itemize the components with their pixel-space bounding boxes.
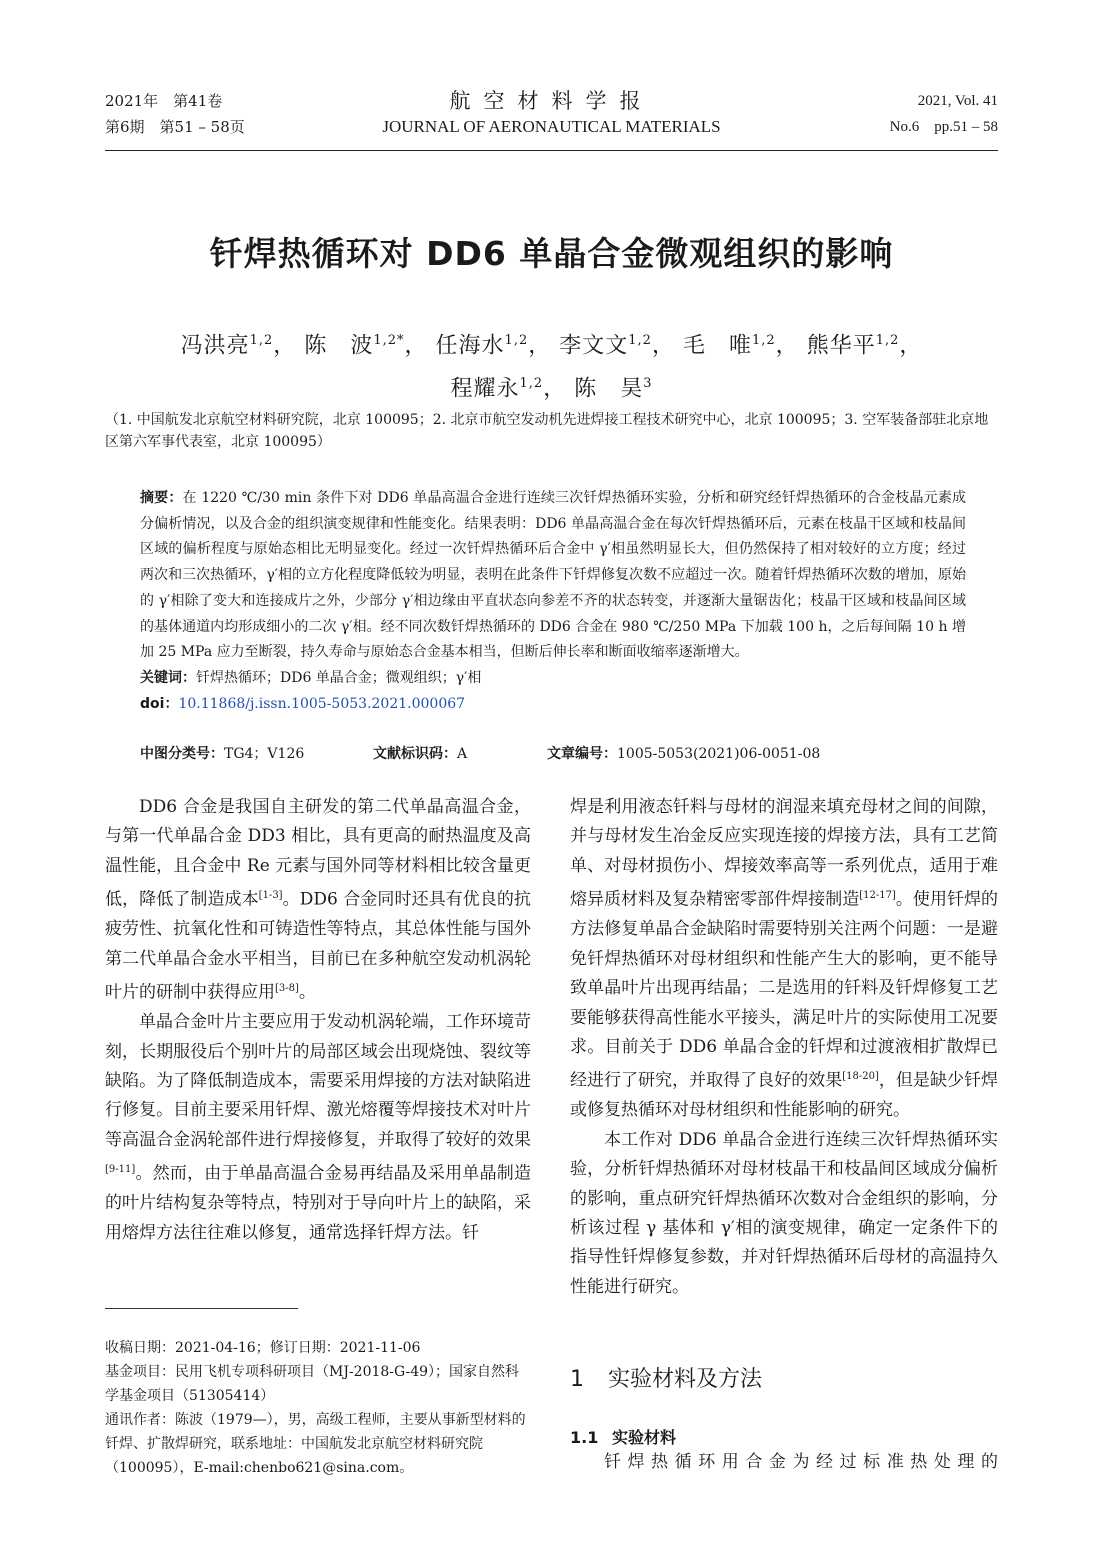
clc-number	[140, 743, 304, 765]
paragraph-text: 。然而，由于单晶高温合金易再结晶及采用单晶制造的叶片结构复杂等特点，特别对于导向叶片上的缺陷，采用熔焊方法往往难以修复，通常选择钎焊方法。钎	[105, 1163, 531, 1243]
author-line-1	[0, 322, 1103, 365]
doi-link[interactable]: 10.11868/j.issn.1005-5053.2021.000067	[178, 695, 466, 712]
citation[interactable]: [9-11]	[105, 1164, 136, 1176]
citation[interactable]: [18-20]	[842, 1071, 879, 1083]
issue-pages-en: No.6 pp.51 – 58	[889, 119, 998, 135]
author-affil-mark: 1,2	[519, 376, 544, 392]
abstract-block	[140, 486, 966, 717]
paper-title: 钎焊热循环对 DD6 单晶合金微观组织的影响	[209, 234, 894, 273]
author-sep: ，	[775, 333, 799, 359]
doc-code	[373, 743, 467, 765]
body-right-column	[570, 793, 998, 1302]
author: 熊华平	[806, 333, 876, 359]
footnote-divider	[105, 1308, 298, 1309]
abstract	[140, 486, 966, 666]
paragraph: 本工作对 DD6 单晶合金进行连续三次钎焊热循环实验，分析钎焊热循环对母材枝晶干和枝晶间区域成分偏析的影响，重点研究钎焊热循环次数对合金组织的影响，分析该过程 γ 基体和 γ′相的演变规律，确定一定条件下的指导性钎焊修复参数，并对钎焊热循环后母材的高温持久性能进行研究。	[570, 1129, 998, 1297]
author-affil-mark: 1,2	[628, 333, 652, 348]
author: 冯洪亮	[180, 333, 250, 359]
author-sep: ，	[404, 333, 428, 359]
author-sep: ，	[543, 376, 567, 402]
author: 任海水	[435, 333, 505, 359]
article-number-label: 文章编号：	[547, 746, 617, 762]
journal-header	[105, 88, 998, 151]
keywords-text: 钎焊热循环；DD6 单晶合金；微观组织；γ′相	[196, 669, 482, 686]
fund-info: 基金项目：民用飞机专项科研项目（MJ-2018-G-49）；国家自然科学基金项目（51305414）	[105, 1364, 520, 1404]
subsection-number: 1.1	[570, 1428, 599, 1447]
keywords-label: 关键词：	[140, 669, 196, 686]
clc-label: 中图分类号：	[140, 746, 224, 762]
section-number: 1	[570, 1367, 584, 1392]
article-number	[547, 743, 820, 765]
paragraph-text: 焊是利用液态钎料与母材的润湿来填充母材之间的间隙，并与母材发生冶金反应实现连接的焊接方法，具有工艺简单、对母材损伤小、焊接效率高等一系列优点，适用于难熔异质材料及复杂精密零部件焊接制造	[570, 797, 998, 910]
author-affil-mark: 1,2	[751, 333, 776, 348]
journal-name-en: JOURNAL OF AERONAUTICAL MATERIALS	[382, 117, 721, 136]
paragraph-text: 。使用钎焊的方法修复单晶合金缺陷时需要特别关注两个问题：一是避免钎焊热循环对母材组织和性能产生大的影响，更不能导致单晶叶片出现再结晶；二是选用的钎料及钎焊修复工艺要能够获得高性能水平接头，满足叶片的实际使用工况要求。目前关于 DD6 单晶合金的钎焊和过渡液相扩散焊已经进行了研究，并取得了良好的效果	[570, 889, 998, 1091]
keywords	[140, 666, 966, 692]
subsection-heading	[570, 1425, 676, 1448]
year-volume-en: 2021, Vol. 41	[917, 93, 998, 109]
abstract-label: 摘要：	[140, 490, 183, 506]
abstract-text: 在 1220 ℃/30 min 条件下对 DD6 单晶高温合金进行连续三次钎焊热循环实验，分析和研究经钎焊热循环的合金枝晶元素成分偏析情况，以及合金的组织演变规律和性能变化。结果表明：DD6 单晶高温合金在每次钎焊热循环后，元素在枝晶干区域和枝晶间区域的偏析程度与原始态相比无明显变化。经过一次钎焊热循环后合金中 γ′相虽然明显长大，但仍然保持了相对较好的立方度；经过两次和三次热循环，γ′相的立方化程度降低较为明显，表明在此条件下钎焊修复次数不应超过一次。随着钎焊热循环次数的增加，原始的 γ′相除了变大和连接成片之外，少部分 γ′相边缘由平直状态向参差不齐的状态转变，并逐渐大量锯齿化；枝晶干区域和枝晶间区域的基体通道内均形成细小的二次 γ′相。经不同次数钎焊热循环的 DD6 合金在 980 ℃/250 MPa 下加载 100 h，之后每间隔 10 h 增加 25 MPa 应力至断裂，持久寿命与原始态合金基本相当，但断后伸长率和断面收缩率逐渐增大。	[140, 490, 966, 661]
journal-name-cn: 航空材料学报	[449, 89, 654, 113]
author-sep: ，	[899, 333, 923, 359]
author-affil-mark: 1,2	[875, 333, 900, 348]
author-sep: ，	[651, 333, 675, 359]
author-sep: ，	[273, 333, 297, 359]
paragraph	[570, 793, 998, 1126]
paragraph-text: 。	[298, 982, 316, 1003]
footnotes	[105, 1336, 531, 1480]
header-center	[105, 88, 998, 140]
citation[interactable]: [1-3]	[258, 890, 283, 902]
section-heading	[570, 1362, 762, 1393]
author: 陈 波	[304, 333, 374, 359]
doi-line	[140, 692, 966, 718]
body-left-column	[105, 793, 531, 1248]
article-number-value: 1005-5053(2021)06-0051-08	[617, 746, 821, 762]
citation[interactable]: [3-8]	[275, 983, 299, 995]
author-list	[0, 322, 1103, 409]
received-date: 收稿日期：2021-04-16；修订日期：2021-11-06	[105, 1340, 421, 1356]
author: 程耀永	[450, 376, 520, 402]
author-affil-mark: 3	[643, 376, 653, 392]
paragraph-text: ，但是缺少钎焊或修复热循环对母材组织和性能影响的研究。	[570, 1070, 998, 1121]
subsection-title: 实验材料	[612, 1428, 677, 1447]
section-title: 实验材料及方法	[608, 1367, 763, 1392]
affiliations: （1. 中国航发北京航空材料研究院，北京 100095；2. 北京市航空发动机先进焊接工程技术研究中心，北京 100095；3. 空军装备部驻北京地区第六军事代表室，北京 100095）	[105, 412, 989, 450]
author: 毛 唯	[682, 333, 752, 359]
author: 陈 昊	[574, 376, 644, 402]
year-volume: 2021年 第41卷	[105, 92, 223, 110]
citation[interactable]: [12-17]	[859, 890, 896, 902]
paragraph-text: 。DD6 合金同时还具有优良的抗疲劳性、抗氧化性和可铸造性等特点，其总体性能与国外第二代单晶合金水平相当，目前已在多种航空发动机涡轮叶片的研制中获得应用	[105, 889, 532, 1003]
author-line-2	[0, 365, 1103, 408]
header-right	[890, 88, 998, 140]
paragraph-text: 单晶合金叶片主要应用于发动机涡轮端，工作环境苛刻，长期服役后个别叶片的局部区域会出现烧蚀、裂纹等缺陷。为了降低制造成本，需要采用焊接的方法对缺陷进行修复。目前主要采用钎焊、激光熔覆等焊接技术对叶片等高温合金涡轮部件进行焊接修复，并取得了较好的效果	[105, 1012, 531, 1150]
doc-code-label: 文献标识码：	[373, 746, 457, 762]
author-affil-mark: 1,2	[249, 333, 274, 348]
paragraph-text: DD6 合金是我国自主研发的第二代单晶高温合金，与第一代单晶合金 DD3 相比，具有更高的耐热温度及高温性能，且合金中 Re 元素与国外同等材料相比较含量更低，降低了制造成本	[105, 797, 531, 910]
doc-code-value: A	[457, 746, 468, 762]
corresponding-author: 通讯作者：陈波（1979—），男，高级工程师，主要从事新型材料的钎焊、扩散焊研究，联系地址：中国航发北京航空材料研究院（100095），E-mail:chenbo621@sina.com。	[105, 1412, 526, 1476]
issue-pages: 第6期 第51 – 58页	[105, 118, 245, 136]
doi-label: doi：	[140, 695, 179, 712]
paragraph	[105, 1008, 531, 1248]
author-affil-mark: 1,2*	[373, 333, 405, 348]
author: 李文文	[559, 333, 629, 359]
author-sep: ，	[528, 333, 552, 359]
paragraph	[105, 793, 531, 1008]
paragraph: 钎焊热循环用合金为经过标准热处理的	[604, 1452, 998, 1472]
author-affil-mark: 1,2	[504, 333, 529, 348]
clc-value: TG4；V126	[224, 746, 305, 762]
